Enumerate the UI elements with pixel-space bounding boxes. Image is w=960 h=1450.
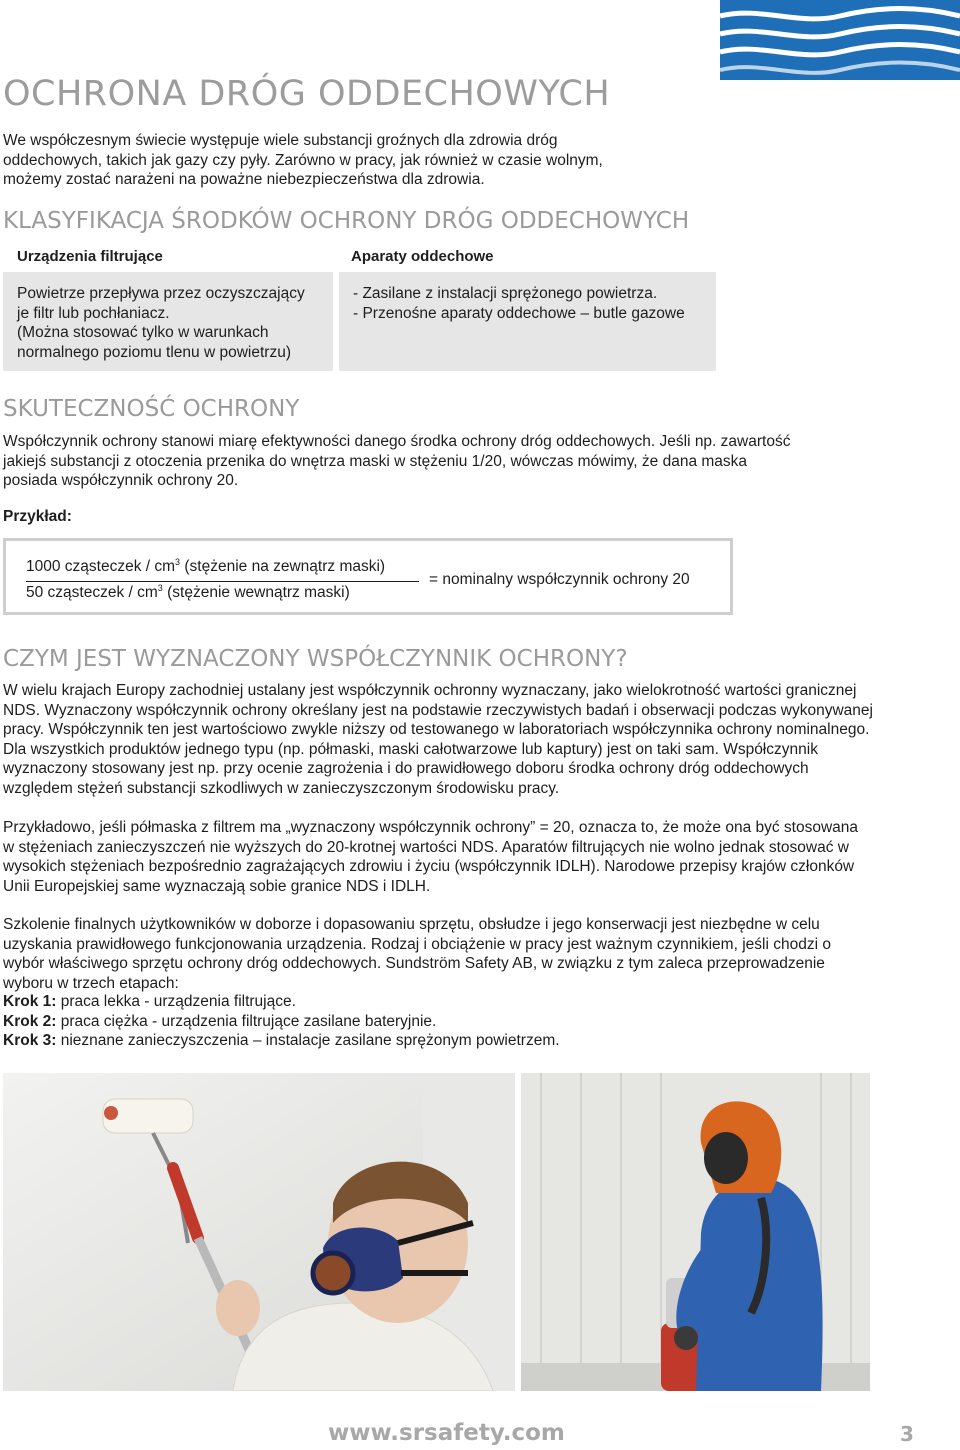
breathing-description: - Zasilane z instalacji sprężonego powietrza. - Przenośne aparaty oddechowe – butle gazowe	[353, 285, 685, 322]
filtering-box	[3, 272, 333, 371]
formula-box	[3, 538, 733, 615]
example-label: Przykład:	[3, 508, 72, 525]
photo-worker-protective-suit	[521, 1073, 870, 1391]
filtering-title: Urządzenia filtrujące	[17, 248, 163, 265]
step-item: Krok 2: praca ciężka - urządzenia filtrujące zasilane bateryjnie.	[3, 1012, 437, 1030]
breathing-title: Aparaty oddechowe	[351, 248, 494, 265]
designated-paragraph-1: W wielu krajach Europy zachodniej ustalany jest współczynnik ochronny wyznaczany, jako wielokrotność wartości granicznej NDS. Wyznaczony współczynnik ochrony określany jest na podstawie rzeczywistych badań i obserwacji podczas wykonywanej pracy. Współczynnik ten jest wartościowo zwykle niższy od testowanego w laboratoriach współczynnika ochrony nominalnego. Dla wszystkich produktów jednego typu (np. półmaski, maski całotwarzowe lub kaptury) jest on taki sam. Współczynnik wyznaczony stosowany jest np. przy ocenie zagrożenia i do prawidłowego doboru środka ochrony dróg oddechowych względem stężeń substancji szkodliwych w zanieczyszczonym środowisku pracy.	[3, 682, 873, 797]
filtering-description: Powietrze przepływa przez oczyszczający je filtr lub pochłaniacz. (Można stosować tylko w warunkach normalnego poziomu tlenu w powietrzu)	[17, 285, 305, 361]
classification-heading: KLASYFIKACJA ŚRODKÓW OCHRONY DRÓG ODDECHOWYCH	[3, 208, 690, 234]
step-item: Krok 1: praca lekka - urządzenia filtrujące.	[3, 993, 296, 1010]
steps-list	[3, 992, 873, 1051]
designated-paragraph-3: Szkolenie finalnych użytkowników w doborze i dopasowaniu sprzętu, obsłudze i jego konserwacji jest niezbędne w celu uzyskania prawidłowego funkcjonowania urządzenia. Rodzaj i obciążenie w pracy jest ważnym czynnikiem, jeśli chodzi o wybór właściwego sprzętu ochrony dróg oddechowych. Sundström Safety AB, w związku z tym zaleca przeprowadzenie wyboru w trzech etapach:	[3, 916, 831, 992]
designated-heading: CZYM JEST WYZNACZONY WSPÓŁCZYNNIK OCHRONY?	[3, 646, 628, 672]
footer-website[interactable]: www.srsafety.com	[328, 1420, 565, 1446]
wave-banner	[720, 0, 960, 80]
page-number: 3	[900, 1422, 914, 1446]
photo-painter-half-mask	[3, 1073, 515, 1391]
fraction-line	[26, 581, 419, 582]
intro-paragraph: We współczesnym świecie występuje wiele substancji groźnych dla zdrowia dróg oddechowych, takich jak gazy czy pyły. Zarówno w pracy, jak również w czasie wolnym, możemy zostać narażeni na poważne niebezpieczeństwa dla zdrowia.	[3, 132, 603, 188]
step-item: Krok 3: nieznane zanieczyszczenia – instalacje zasilane sprężonym powietrzem.	[3, 1032, 560, 1049]
formula-denominator: 50 cząsteczek / $cm^3$ (stężenie wewnątrz maski)	[26, 583, 350, 601]
effectiveness-paragraph: Współczynnik ochrony stanowi miarę efektywności danego środka ochrony dróg oddechowych. Jeśli np. zawartość jakiejś substancji z otoczenia przenika do wnętrza maski w stężeniu 1/20, wówczas mówimy, że dana maska posiada współczynnik ochrony 20.	[3, 433, 791, 489]
page-title: OCHRONA DRÓG ODDECHOWYCH	[3, 74, 611, 114]
formula-numerator: 1000 cząsteczek / $cm^3$ (stężenie na zewnątrz maski)	[26, 557, 386, 575]
formula-result: = nominalny współczynnik ochrony 20	[429, 571, 690, 588]
effectiveness-heading: SKUTECZNOŚĆ OCHRONY	[3, 396, 300, 422]
designated-paragraph-2: Przykładowo, jeśli półmaska z filtrem ma „wyznaczony współczynnik ochrony” = 20, oznacza to, że może ona być stosowana w stężeniach zanieczyszczeń nie wyższych do 20-krotnej wartości NDS. Aparatów filtrujących nie wolno jednak stosować w wysokich stężeniach bezpośrednio zagrażających zdrowiu i życiu (współczynnik IDLH). Narodowe przepisy krajów członków Unii Europejskiej same wyznaczają sobie granice NDS i IDLH.	[3, 819, 859, 895]
breathing-box	[339, 272, 716, 371]
